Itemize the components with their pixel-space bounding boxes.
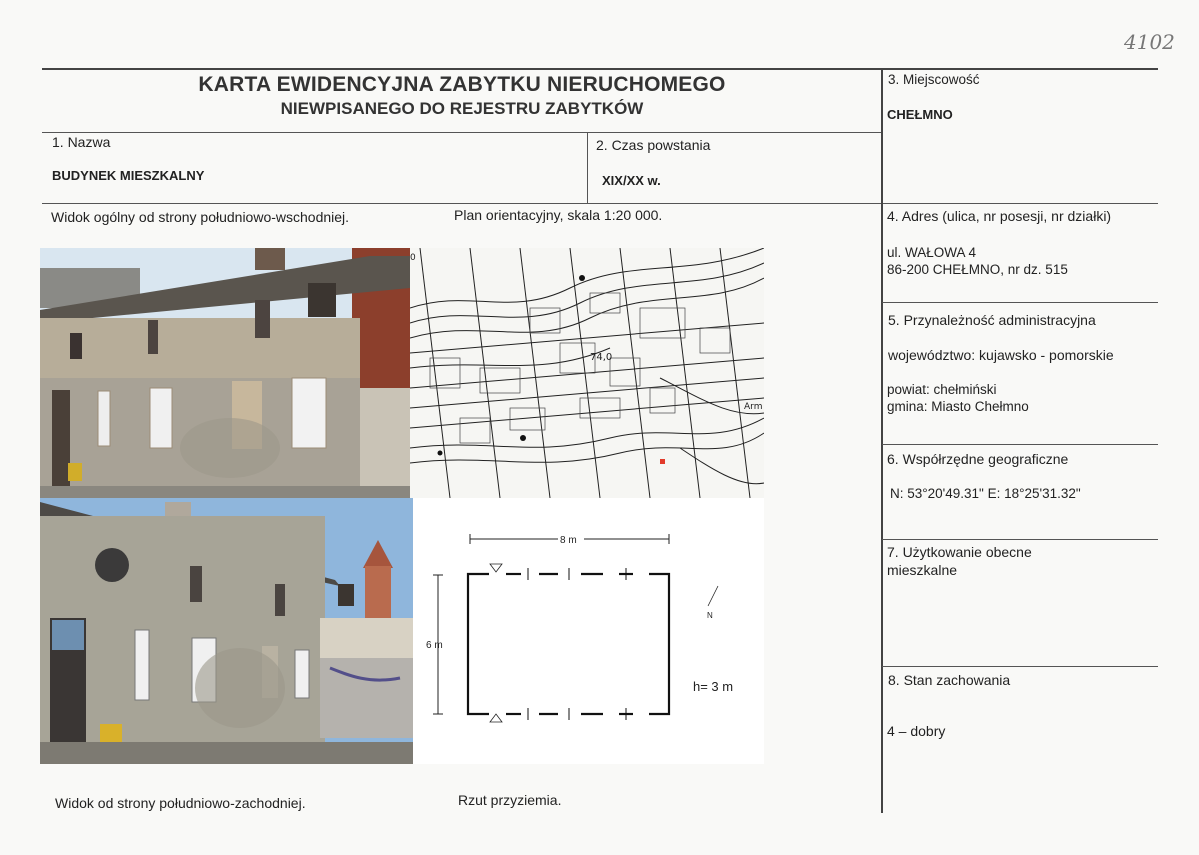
row2-bottom-line xyxy=(42,203,1158,204)
floor-plan-drawing xyxy=(413,498,764,764)
handwritten-number: 4102 xyxy=(1124,30,1175,54)
north-arrow-icon: N xyxy=(707,611,713,620)
uzytkowanie-value: mieszkalne xyxy=(887,562,958,578)
uzytkowanie-label: 7. Użytkowanie obecne xyxy=(887,544,1032,560)
header-bottom-line xyxy=(42,132,882,133)
caption-widok-ogolny: Widok ogólny od strony południowo-wschodniej. xyxy=(51,209,350,225)
gmina-value: gmina: Miasto Chełmno xyxy=(887,399,1029,414)
frame-top-line xyxy=(42,68,1158,70)
photo-southeast-view xyxy=(40,248,410,498)
wojewodztwo-value: województwo: kujawsko - pomorskie xyxy=(888,347,1114,363)
adres-line2: 86-200 CHEŁMNO, nr dz. 515 xyxy=(887,262,1068,277)
miejscowosc-label: 3. Miejscowość xyxy=(888,72,980,87)
plan-width-label: 8 m xyxy=(560,535,577,546)
map-label-arm: Arm xyxy=(744,402,763,412)
stan-value: 4 – dobry xyxy=(887,723,946,739)
wspolrzedne-value: N: 53°20'49.31" E: 18°25'31.32" xyxy=(890,486,1081,501)
form-title-line1: KARTA EWIDENCYJNA ZABYTKU NIERUCHOMEGO xyxy=(198,73,726,96)
map-label-number: 74,0 xyxy=(590,352,613,363)
sec6-bottom-line xyxy=(882,539,1158,540)
form-title-line2: NIEWPISANEGO DO REJESTRU ZABYTKÓW xyxy=(280,99,644,118)
caption-plan: Plan orientacyjny, skala 1:20 000. xyxy=(454,207,663,223)
miejscowosc-value: CHEŁMNO xyxy=(887,107,953,122)
sec7-bottom-line xyxy=(882,666,1158,667)
adres-label: 4. Adres (ulica, nr posesji, nr działki) xyxy=(887,208,1112,224)
map-label-zero: 0 xyxy=(410,253,416,263)
sec4-bottom-line xyxy=(882,302,1158,303)
nazwa-label: 1. Nazwa xyxy=(52,134,111,150)
stan-label: 8. Stan zachowania xyxy=(888,672,1011,688)
czas-value: XIX/XX w. xyxy=(602,173,661,188)
plan-height-label: h= 3 m xyxy=(693,679,734,694)
sec5-bottom-line xyxy=(882,444,1158,445)
czas-label: 2. Czas powstania xyxy=(596,137,711,153)
photo-southwest-view xyxy=(40,498,413,764)
right-column-divider xyxy=(881,68,883,813)
powiat-value: powiat: chełmiński xyxy=(887,382,997,397)
location-map xyxy=(410,248,764,498)
name-date-divider xyxy=(587,132,588,204)
caption-widok-zachod: Widok od strony południowo-zachodniej. xyxy=(55,795,306,811)
nazwa-value: BUDYNEK MIESZKALNY xyxy=(52,168,205,183)
przynaleznosc-label: 5. Przynależność administracyjna xyxy=(888,312,1096,328)
wspolrzedne-label: 6. Współrzędne geograficzne xyxy=(887,451,1069,467)
caption-rzut: Rzut przyziemia. xyxy=(458,792,562,808)
plan-depth-label: 6 m xyxy=(426,640,443,651)
adres-line1: ul. WAŁOWA 4 xyxy=(887,245,977,260)
